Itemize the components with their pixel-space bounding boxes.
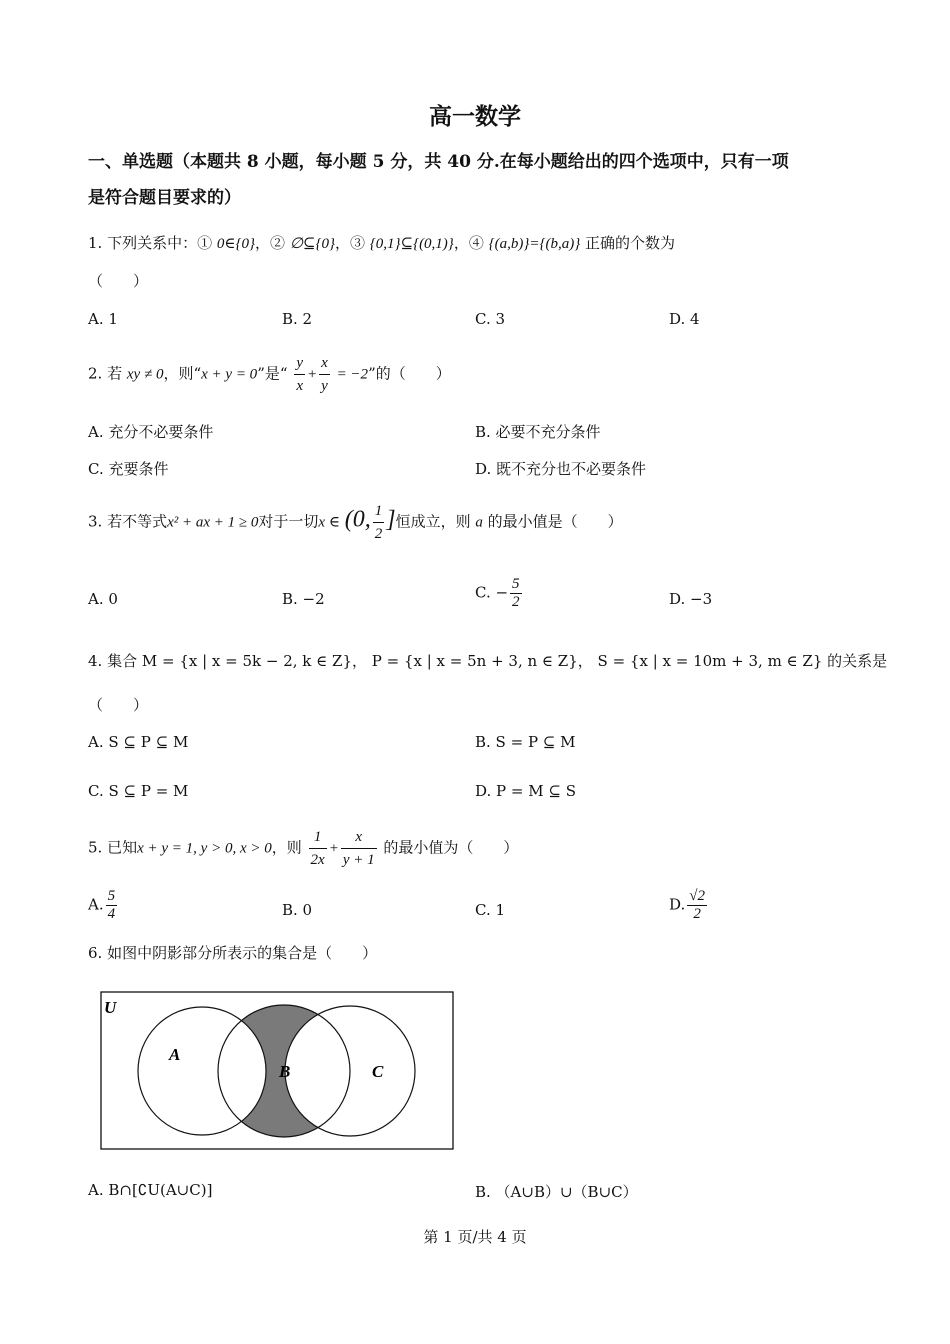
q2-text-d: ”的（ ） bbox=[368, 364, 451, 383]
venn-diagram bbox=[100, 991, 456, 1151]
question-5 bbox=[88, 826, 518, 871]
q4-option-a: A. S ⊆ P ⊆ M bbox=[88, 733, 189, 751]
q3-number: 3. bbox=[88, 512, 103, 531]
q2-rhs: = −2 bbox=[336, 366, 369, 383]
question-1 bbox=[88, 232, 675, 255]
venn-label-c: C bbox=[372, 1062, 384, 1081]
q2-fraction-y-over-x: $\frac{y}{x}$ bbox=[294, 352, 305, 397]
q2-text-c: ”是“ bbox=[257, 364, 288, 383]
q1-item-4-expr: {(a,b)}={(b,a)} bbox=[488, 236, 581, 252]
q5-plus: + bbox=[328, 840, 339, 857]
q3-option-c bbox=[475, 576, 524, 611]
q5-fraction-1-over-2x: $\frac{1}{2x}$ bbox=[309, 826, 327, 871]
section-heading-line1: 一、单选题（本题共 8 小题，每小题 5 分，共 40 分.在每小题给出的四个选项中，只有一项 bbox=[88, 152, 789, 172]
q4-option-b: B. S = P ⊆ M bbox=[475, 733, 576, 751]
question-6 bbox=[88, 942, 377, 964]
q2-fraction-x-over-y: $\frac{x}{y}$ bbox=[319, 352, 330, 397]
q2-plus: + bbox=[306, 366, 318, 383]
q5-option-c: C. 1 bbox=[475, 901, 506, 919]
section-heading-line2: 是符合题目要求的） bbox=[88, 188, 241, 208]
q6-option-a: A. B∩[∁U(A∪C)] bbox=[88, 1181, 213, 1199]
q5-text-c: 的最小值为（ ） bbox=[383, 838, 519, 857]
q5-text-a: 已知 bbox=[107, 838, 138, 857]
q2-option-d: D. 既不充分也不必要条件 bbox=[475, 460, 647, 478]
q5-condition: x + y = 1, y > 0, x > 0 bbox=[137, 840, 272, 857]
q5-option-a bbox=[88, 888, 119, 923]
q3-option-c-label: C. − bbox=[475, 583, 509, 602]
q5-option-a-fraction: $\frac{5}{4}$ bbox=[107, 888, 116, 922]
q6-option-b: B. （A∪B）∪（B∪C） bbox=[475, 1183, 638, 1201]
question-3 bbox=[88, 500, 623, 545]
q1-item-1-expr: 0∈{0} bbox=[216, 236, 256, 252]
q1-item-1-label: ① bbox=[197, 234, 213, 252]
q1-prefix: 下列关系中： bbox=[107, 234, 198, 252]
q2-expr-1: x + y = 0 bbox=[201, 366, 258, 383]
q2-option-c: C. 充要条件 bbox=[88, 460, 169, 478]
q3-param-a: a bbox=[475, 514, 483, 531]
q2-number: 2. bbox=[88, 364, 103, 383]
q3-variable: x ∈ bbox=[318, 514, 340, 531]
q5-option-d-fraction: $\frac{√2}{2}$ bbox=[689, 888, 705, 922]
venn-label-u: U bbox=[104, 998, 117, 1017]
q5-option-a-label: A. bbox=[88, 895, 104, 914]
q4-number: 4. bbox=[88, 652, 103, 670]
q3-option-b: B. −2 bbox=[282, 590, 325, 608]
q4-option-d: D. P = M ⊆ S bbox=[475, 782, 576, 800]
page-footer: 第 1 页/共 4 页 bbox=[423, 1228, 527, 1246]
q1-option-d: D. 4 bbox=[669, 310, 700, 328]
q4-text: 集合 M = {x | x = 5k − 2, k ∈ Z}， P = {x | x = 5n + 3, n ∈ Z}， S = {x | x = 10m + 3, m ∈ Z} 的关系是 bbox=[107, 652, 888, 670]
q3-text-b: 对于一切 bbox=[258, 512, 319, 531]
q3-interval-right: ] bbox=[386, 506, 396, 533]
q3-text-d: 的最小值是（ ） bbox=[487, 512, 623, 531]
q3-interval-fraction: $\frac{1}{2}$ bbox=[373, 500, 385, 545]
q1-suffix: 正确的个数为 bbox=[585, 234, 676, 252]
q2-option-a: A. 充分不必要条件 bbox=[88, 423, 214, 441]
q3-text-c: 恒成立，则 bbox=[395, 512, 471, 531]
venn-label-b: B bbox=[279, 1062, 291, 1081]
venn-label-a: A bbox=[169, 1045, 181, 1064]
q6-text: 如图中阴影部分所表示的集合是（ ） bbox=[107, 944, 378, 962]
q2-option-b: B. 必要不充分条件 bbox=[475, 423, 601, 441]
q6-number: 6. bbox=[88, 944, 103, 962]
q3-option-d: D. −3 bbox=[669, 590, 713, 608]
q2-condition: xy ≠ 0 bbox=[126, 366, 164, 383]
q3-option-a: A. 0 bbox=[88, 590, 118, 608]
q4-option-c: C. S ⊆ P = M bbox=[88, 782, 189, 800]
q1-item-3-label: ，③ bbox=[334, 234, 365, 252]
q1-item-4-label: ，④ bbox=[453, 234, 484, 252]
q5-option-d-label: D. bbox=[669, 895, 686, 914]
q3-interval-left: (0, bbox=[344, 506, 371, 533]
q5-number: 5. bbox=[88, 838, 103, 857]
q2-text-b: ，则“ bbox=[163, 364, 202, 383]
q5-fraction-x-over-y-plus-1: $\frac{x}{y + 1}$ bbox=[341, 826, 377, 871]
q3-option-c-fraction: $\frac{5}{2}$ bbox=[512, 576, 520, 610]
q5-text-b: ，则 bbox=[271, 838, 302, 857]
q1-answer-paren: （ ） bbox=[88, 272, 149, 290]
q2-text-a: 若 bbox=[107, 364, 123, 383]
q1-number: 1. bbox=[88, 234, 103, 252]
q4-answer-paren: （ ） bbox=[88, 696, 149, 714]
question-2 bbox=[88, 352, 451, 397]
q5-option-b: B. 0 bbox=[282, 901, 313, 919]
q5-option-d bbox=[669, 888, 709, 923]
q1-option-b: B. 2 bbox=[282, 310, 313, 328]
q3-text-a: 若不等式 bbox=[107, 512, 168, 531]
q1-item-2-expr: ∅⊆{0} bbox=[289, 236, 335, 252]
q1-option-a: A. 1 bbox=[88, 310, 118, 328]
q3-inequality: x² + ax + 1 ≥ 0 bbox=[167, 514, 259, 531]
q1-item-2-label: ，② bbox=[255, 234, 286, 252]
question-4 bbox=[88, 650, 887, 672]
page-title: 高一数学 bbox=[429, 103, 521, 130]
q1-item-3-expr: {0,1}⊆{(0,1)} bbox=[369, 236, 454, 252]
q1-option-c: C. 3 bbox=[475, 310, 506, 328]
